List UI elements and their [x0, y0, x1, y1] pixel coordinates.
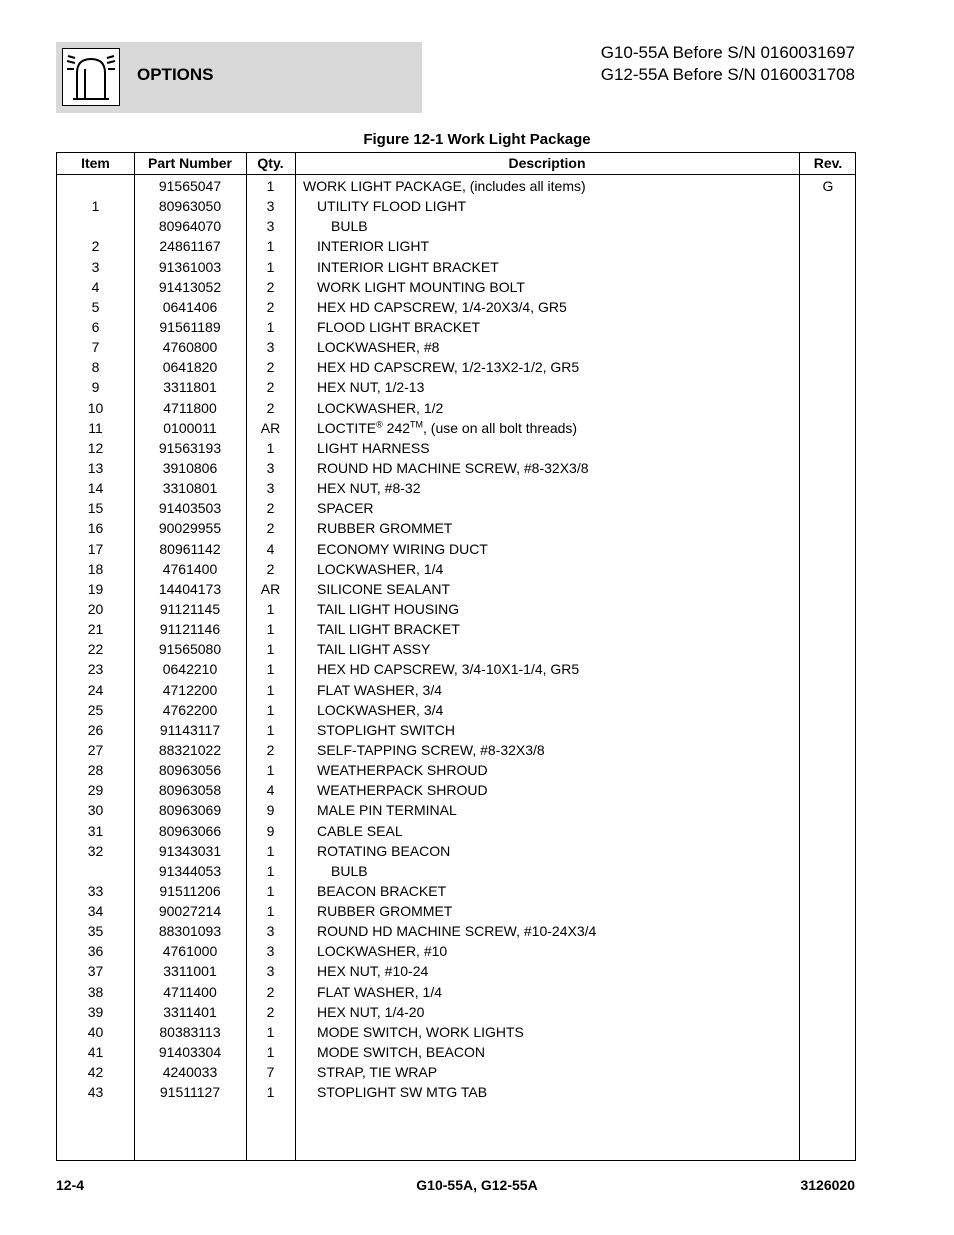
item-cell: 23	[87, 661, 104, 678]
table-row	[57, 619, 855, 639]
part-number-cell: 80963058	[158, 782, 222, 799]
description-text: BULB	[331, 218, 368, 235]
item-cell: 19	[87, 580, 104, 597]
table-row	[57, 1022, 855, 1042]
item-cell: 32	[87, 842, 104, 859]
qty-cell: 3	[266, 459, 275, 476]
table-row	[57, 579, 855, 599]
page-number: 12-4	[56, 1177, 85, 1193]
column-header-rev: Rev.	[813, 155, 843, 171]
model-line-2: G12-55A Before S/N 0160031708	[600, 65, 855, 84]
description-text: ECONOMY WIRING DUCT	[317, 540, 488, 557]
table-row	[57, 1062, 855, 1082]
description-cell	[299, 1062, 437, 1082]
part-number-cell: 80383113	[159, 1023, 221, 1040]
description-text: FLAT WASHER, 1/4	[317, 983, 442, 1000]
registered-mark: ®	[376, 419, 383, 430]
qty-cell: 1	[266, 641, 275, 658]
description-text: FLAT WASHER, 3/4	[317, 681, 442, 698]
description-cell	[299, 841, 450, 861]
qty-cell: 1	[266, 903, 275, 920]
description-text: LIGHT HARNESS	[317, 439, 430, 456]
table-row	[57, 961, 855, 981]
item-cell: 17	[87, 540, 104, 557]
item-cell: 20	[87, 600, 104, 617]
item-cell: 4	[91, 278, 100, 295]
description-text-tail: , (use on all bolt threads)	[423, 419, 578, 436]
figure-title: Figure 12-1 Work Light Package	[363, 131, 591, 148]
qty-cell: 2	[266, 520, 275, 537]
description-cell	[299, 901, 452, 921]
description-text: TAIL LIGHT BRACKET	[317, 621, 460, 638]
qty-cell: 1	[266, 1023, 275, 1040]
description-text: RUBBER GROMMET	[317, 520, 453, 537]
item-cell: 9	[91, 379, 100, 396]
part-number-cell: 24861167	[159, 238, 221, 255]
description-cell	[299, 881, 446, 901]
column-header-item: Item	[81, 155, 110, 171]
rev-cell: G	[822, 178, 834, 194]
qty-cell: 1	[266, 439, 275, 456]
table-row	[57, 821, 855, 841]
description-text: INTERIOR LIGHT	[317, 238, 430, 255]
table-row	[57, 559, 855, 579]
item-cell: 22	[87, 641, 104, 658]
part-number-cell: 91143117	[159, 721, 221, 738]
part-number-cell: 4761000	[162, 943, 218, 960]
part-number-cell: 14404173	[158, 580, 222, 597]
table-row	[57, 841, 855, 861]
table-row	[57, 297, 855, 317]
table-row	[57, 418, 855, 438]
description-cell	[299, 659, 579, 679]
item-cell: 25	[87, 701, 104, 718]
part-number-cell: 88301093	[158, 923, 222, 940]
description-text: HEX NUT, 1/2-13	[317, 379, 425, 396]
description-text: BULB	[331, 862, 368, 879]
qty-cell: 3	[266, 339, 275, 356]
qty-cell: 3	[266, 943, 275, 960]
description-cell	[299, 559, 443, 579]
description-text: FLOOD LIGHT BRACKET	[317, 318, 481, 335]
part-number-cell: 80963069	[158, 802, 222, 819]
table-row	[57, 599, 855, 619]
description-text: RUBBER GROMMET	[317, 903, 453, 920]
part-number-cell: 0641406	[162, 298, 218, 315]
part-number-cell: 4760800	[162, 339, 218, 356]
description-cell	[299, 176, 586, 196]
description-cell	[299, 539, 488, 559]
description-cell	[299, 236, 429, 256]
qty-cell: 1	[266, 681, 275, 698]
part-number-cell: 88321022	[158, 741, 222, 758]
part-number-cell: 91344053	[158, 862, 222, 879]
item-cell: 39	[87, 1003, 104, 1020]
description-text: ROUND HD MACHINE SCREW, #10-24X3/4	[317, 923, 597, 940]
table-header-row	[57, 153, 855, 175]
item-cell: 8	[91, 359, 100, 376]
item-cell: 7	[91, 339, 100, 356]
item-cell: 36	[87, 943, 104, 960]
table-row	[57, 921, 855, 941]
qty-cell: 1	[266, 762, 275, 779]
part-number-cell: 90027214	[158, 903, 222, 920]
part-number-cell: 91403304	[158, 1044, 222, 1061]
qty-cell: 9	[266, 802, 275, 819]
table-row	[57, 357, 855, 377]
table-row	[57, 498, 855, 518]
qty-cell: 3	[266, 198, 275, 215]
section-title: OPTIONS	[137, 65, 214, 84]
model-applicability	[601, 42, 855, 86]
description-cell	[299, 377, 424, 397]
description-cell	[299, 277, 525, 297]
description-cell	[299, 478, 420, 498]
item-cell: 42	[87, 1064, 104, 1081]
qty-cell: 4	[266, 782, 275, 799]
description-text: WEATHERPACK SHROUD	[317, 782, 488, 799]
description-cell	[299, 196, 466, 216]
part-number-cell: 80963050	[158, 198, 222, 215]
description-text: LOCKWASHER, #10	[317, 943, 448, 960]
part-number-cell: 91121145	[159, 600, 221, 617]
qty-cell: 2	[266, 741, 275, 758]
description-cell	[299, 337, 439, 357]
model-line-1: G10-55A Before S/N 0160031697	[600, 43, 855, 62]
description-text: HEX HD CAPSCREW, 1/2-13X2-1/2, GR5	[317, 359, 580, 376]
description-text: SELF-TAPPING SCREW, #8-32X3/8	[317, 741, 545, 758]
table-row	[57, 659, 855, 679]
item-cell: 28	[87, 762, 104, 779]
column-header-qty: Qty.	[257, 155, 284, 171]
part-number-cell: 4762200	[162, 701, 218, 718]
qty-cell: 1	[266, 178, 275, 194]
qty-cell: 3	[266, 480, 275, 497]
item-cell: 40	[87, 1023, 104, 1040]
description-text-mid: 242	[382, 419, 411, 436]
description-cell	[299, 579, 450, 599]
item-cell: 15	[87, 500, 104, 517]
column-header-part-number: Part Number	[147, 155, 233, 171]
part-number-cell: 3910806	[162, 459, 218, 476]
table-body	[57, 176, 855, 1102]
description-text: SPACER	[317, 500, 374, 517]
table-row	[57, 800, 855, 820]
qty-cell: 1	[266, 621, 275, 638]
table-row	[57, 760, 855, 780]
qty-cell: AR	[260, 419, 281, 436]
document-number: 3126020	[800, 1177, 855, 1193]
description-cell	[299, 498, 374, 518]
item-cell: 14	[87, 480, 104, 497]
description-cell	[299, 518, 452, 538]
description-text: STRAP, TIE WRAP	[317, 1064, 438, 1081]
table-row	[57, 539, 855, 559]
part-number-cell: 0100011	[163, 419, 217, 436]
qty-cell: 3	[266, 218, 275, 235]
description-text: SILICONE SEALANT	[317, 580, 451, 597]
part-number-cell: 4240033	[162, 1064, 218, 1081]
description-text: INTERIOR LIGHT BRACKET	[317, 258, 499, 275]
footer-models: G10-55A, G12-55A	[416, 1177, 538, 1193]
qty-cell: 2	[266, 983, 275, 1000]
description-text: HEX HD CAPSCREW, 3/4-10X1-1/4, GR5	[317, 661, 580, 678]
description-text: LOCKWASHER, 1/2	[317, 399, 444, 416]
parts-table	[56, 152, 856, 1161]
trademark-mark: TM	[410, 419, 424, 430]
work-light-icon	[62, 48, 120, 106]
qty-cell: 1	[266, 862, 275, 879]
description-text: WORK LIGHT MOUNTING BOLT	[317, 278, 525, 295]
description-text: WEATHERPACK SHROUD	[317, 762, 488, 779]
table-row	[57, 277, 855, 297]
part-number-cell: 0641820	[162, 359, 218, 376]
description-cell	[299, 921, 596, 941]
qty-cell: 1	[266, 1044, 275, 1061]
qty-cell: 2	[266, 379, 275, 396]
description-text: STOPLIGHT SWITCH	[317, 721, 455, 738]
part-number-cell: 91413052	[158, 278, 222, 295]
table-row	[57, 1042, 855, 1062]
part-number-cell: 4712200	[162, 681, 218, 698]
qty-cell: 1	[266, 258, 275, 275]
item-cell: 29	[87, 782, 104, 799]
qty-cell: 2	[266, 298, 275, 315]
part-number-cell: 0642210	[162, 661, 218, 678]
description-cell	[299, 639, 430, 659]
part-number-cell: 91121146	[159, 621, 221, 638]
part-number-cell: 91565080	[158, 641, 222, 658]
description-cell	[299, 861, 368, 881]
item-cell: 41	[87, 1044, 104, 1061]
description-cell	[299, 438, 430, 458]
qty-cell: 3	[266, 923, 275, 940]
qty-cell: 3	[266, 963, 275, 980]
description-cell	[299, 821, 403, 841]
item-cell: 16	[87, 520, 104, 537]
table-row	[57, 478, 855, 498]
table-row	[57, 861, 855, 881]
description-cell	[299, 720, 455, 740]
description-cell	[299, 941, 447, 961]
description-cell	[299, 216, 368, 236]
table-row	[57, 176, 855, 196]
description-text: LOCTITE	[317, 419, 377, 436]
description-text: MODE SWITCH, WORK LIGHTS	[317, 1023, 524, 1040]
part-number-cell: 4711800	[163, 399, 217, 416]
description-cell	[299, 740, 545, 760]
description-text: LOCKWASHER, 1/4	[317, 560, 444, 577]
qty-cell: 1	[266, 661, 275, 678]
table-row	[57, 680, 855, 700]
item-cell: 18	[87, 560, 104, 577]
description-cell	[299, 297, 567, 317]
description-cell	[299, 1082, 487, 1102]
qty-cell: 2	[266, 399, 275, 416]
description-text: LOCKWASHER, #8	[317, 339, 440, 356]
qty-cell: 2	[266, 359, 275, 376]
part-number-cell: 91343031	[158, 842, 222, 859]
item-cell: 37	[87, 963, 104, 980]
qty-cell: 1	[266, 318, 275, 335]
table-row	[57, 1082, 855, 1102]
item-cell: 13	[87, 459, 104, 476]
qty-cell: 1	[266, 882, 275, 899]
description-cell	[299, 780, 488, 800]
part-number-cell: 3311001	[163, 963, 217, 980]
description-cell	[299, 800, 457, 820]
table-row	[57, 317, 855, 337]
qty-cell: 7	[266, 1064, 275, 1081]
description-cell	[299, 1002, 424, 1022]
item-cell: 10	[87, 399, 104, 416]
item-cell: 38	[87, 983, 104, 1000]
qty-cell: 1	[266, 1084, 275, 1101]
item-cell: 27	[87, 741, 104, 758]
qty-cell: 2	[266, 1003, 275, 1020]
table-row	[57, 216, 855, 236]
item-cell: 35	[87, 923, 104, 940]
item-cell: 30	[87, 802, 104, 819]
description-text: UTILITY FLOOD LIGHT	[317, 198, 467, 215]
part-number-cell: 90029955	[158, 520, 222, 537]
table-row	[57, 438, 855, 458]
description-text: BEACON BRACKET	[317, 882, 447, 899]
part-number-cell: 80963056	[158, 762, 222, 779]
description-text: ROTATING BEACON	[317, 842, 451, 859]
item-cell: 21	[87, 621, 104, 638]
part-number-cell: 80961142	[159, 540, 221, 557]
item-cell: 1	[91, 198, 100, 215]
table-row	[57, 1002, 855, 1022]
table-row	[57, 720, 855, 740]
part-number-cell: 4711400	[163, 983, 217, 1000]
item-cell: 26	[87, 721, 104, 738]
description-text: HEX NUT, 1/4-20	[317, 1003, 425, 1020]
table-row	[57, 740, 855, 760]
table-row	[57, 398, 855, 418]
table-row	[57, 518, 855, 538]
part-number-cell: 91565047	[158, 178, 222, 194]
item-cell: 6	[91, 318, 100, 335]
description-text: TAIL LIGHT ASSY	[317, 641, 431, 658]
item-cell: 12	[87, 439, 104, 456]
item-cell: 2	[91, 238, 100, 255]
table-row	[57, 780, 855, 800]
description-text: TAIL LIGHT HOUSING	[317, 600, 460, 617]
part-number-cell: 80964070	[158, 218, 222, 235]
part-number-cell: 3310801	[162, 480, 218, 497]
qty-cell: 2	[266, 560, 275, 577]
table-row	[57, 458, 855, 478]
description-text: WORK LIGHT PACKAGE, (includes all items)	[303, 178, 586, 194]
table-row	[57, 639, 855, 659]
description-text: LOCKWASHER, 3/4	[317, 701, 444, 718]
description-cell	[299, 418, 577, 438]
description-text: CABLE SEAL	[317, 822, 403, 839]
qty-cell: 4	[266, 540, 275, 557]
table-row	[57, 941, 855, 961]
qty-cell: AR	[260, 580, 281, 597]
item-cell: 34	[87, 903, 104, 920]
table-row	[57, 901, 855, 921]
description-cell	[299, 257, 499, 277]
part-number-cell: 91563193	[158, 439, 222, 456]
description-text: MODE SWITCH, BEACON	[317, 1044, 486, 1061]
description-cell	[299, 1022, 524, 1042]
description-cell	[299, 317, 480, 337]
table-row	[57, 337, 855, 357]
part-number-cell: 3311401	[163, 1003, 217, 1020]
qty-cell: 1	[266, 600, 275, 617]
description-cell	[299, 599, 459, 619]
description-cell	[299, 619, 460, 639]
item-cell: 24	[87, 681, 104, 698]
description-cell	[299, 680, 442, 700]
qty-cell: 2	[266, 500, 275, 517]
part-number-cell: 91511127	[159, 1084, 221, 1101]
part-number-cell: 3311801	[163, 379, 217, 396]
item-cell: 43	[87, 1084, 104, 1101]
description-cell	[299, 398, 443, 418]
table-row	[57, 196, 855, 216]
description-text: HEX NUT, #10-24	[317, 963, 429, 980]
qty-cell: 1	[266, 721, 275, 738]
item-cell: 11	[88, 419, 103, 436]
qty-cell: 1	[266, 238, 275, 255]
part-number-cell: 91511206	[159, 882, 221, 899]
part-number-cell: 80963066	[158, 822, 222, 839]
description-text: MALE PIN TERMINAL	[317, 802, 457, 819]
description-text: HEX HD CAPSCREW, 1/4-20X3/4, GR5	[317, 298, 567, 315]
qty-cell: 2	[266, 278, 275, 295]
item-cell: 5	[91, 298, 100, 315]
description-cell	[299, 961, 428, 981]
description-text: STOPLIGHT SW MTG TAB	[317, 1084, 488, 1101]
item-cell: 31	[87, 822, 104, 839]
description-text: HEX NUT, #8-32	[317, 480, 421, 497]
qty-cell: 1	[266, 842, 275, 859]
description-cell	[299, 982, 442, 1002]
description-text: ROUND HD MACHINE SCREW, #8-32X3/8	[317, 459, 589, 476]
table-row	[57, 982, 855, 1002]
qty-cell: 1	[266, 701, 275, 718]
description-cell	[299, 458, 589, 478]
part-number-cell: 91561189	[159, 318, 221, 335]
table-row	[57, 377, 855, 397]
part-number-cell: 91361003	[158, 258, 222, 275]
description-cell	[299, 760, 488, 780]
part-number-cell: 91403503	[158, 500, 222, 517]
table-row	[57, 881, 855, 901]
part-number-cell: 4761400	[162, 560, 218, 577]
description-cell	[299, 357, 579, 377]
table-row	[57, 236, 855, 256]
item-cell: 3	[91, 258, 100, 275]
column-header-description: Description	[508, 155, 586, 171]
table-row	[57, 257, 855, 277]
description-cell	[299, 700, 443, 720]
qty-cell: 9	[266, 822, 275, 839]
item-cell: 33	[87, 882, 104, 899]
description-cell	[299, 1042, 485, 1062]
table-row	[57, 700, 855, 720]
